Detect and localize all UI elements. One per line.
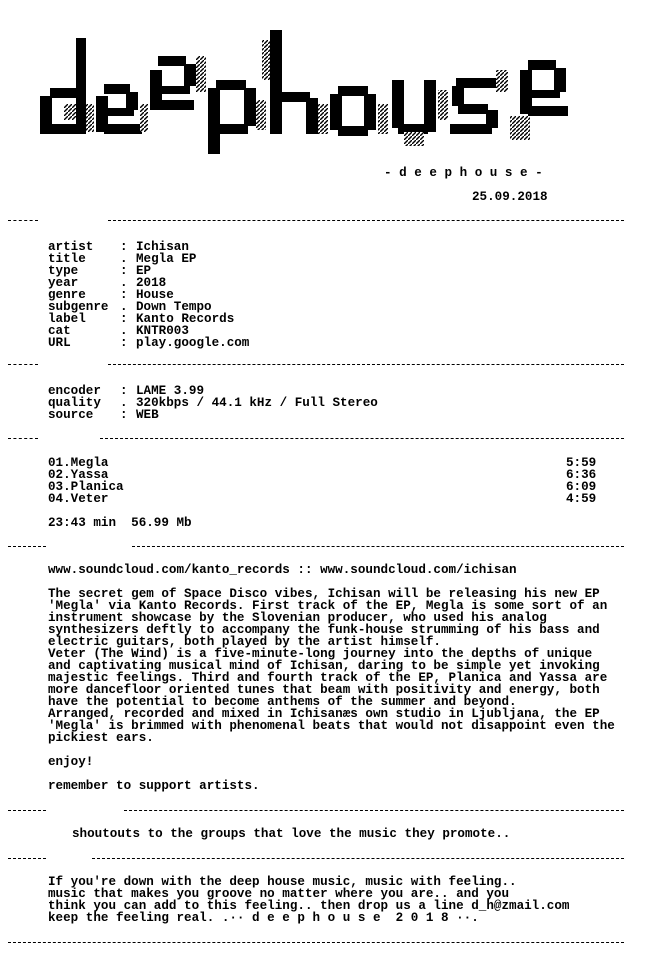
info-separator: : — [120, 384, 128, 398]
track-name: 01.Megla — [48, 456, 109, 470]
respect-text: shoutouts to the groups that love the music they promote.. — [72, 827, 511, 841]
info-separator: : — [120, 264, 128, 278]
info-value: Down Tempo — [136, 300, 212, 314]
track-row — [0, 480, 656, 492]
info-separator: : — [120, 288, 128, 302]
info-value: House — [136, 288, 174, 302]
section-divider-dh — [8, 852, 624, 864]
info-row — [0, 312, 656, 324]
track-row — [0, 468, 656, 480]
deephouse-logo — [0, 0, 656, 170]
info-key: genre — [48, 288, 86, 302]
info-row — [0, 396, 656, 408]
section-divider-rlsnfo — [8, 214, 624, 226]
info-separator: : — [120, 240, 128, 254]
info-row — [0, 336, 656, 348]
info-separator: . — [120, 300, 128, 314]
info-key: source — [48, 408, 94, 422]
info-key: year — [48, 276, 79, 290]
comments-body: The secret gem of Space Disco vibes, Ichisan will be releasing his new EP 'Megla' via Kanto Records. First track of the EP, Megla is some sort of an instrument showcase by the Slovenian producer, who used his analog synthesizers deftly to accompany the funk-house strumming of his bass and electric guitars, both played by the artist himself. Veter (The Wind) is a five-minute-long journey into the depths of unique and captivating musical mind of Ichisan, daring to be simple yet invoking majestic feelings. Third and fourth track of the EP, Planica and Yassa are more dancefloor oriented tunes that beam with positivity and energy, both have the potential to become anthems of the summer and beyond. Arranged, recorded and mixed in Ichisanæs own studio in Ljubljana, the EP 'Megla' is brimmed with phenomenal beats that would not disappoint even the pickiest ears. — [48, 587, 615, 745]
track-name: 04.Veter — [48, 492, 109, 506]
dh-text: If you're down with the deep house music, music with feeling.. music that makes you groove no matter where you are.. and you think you can add to this feeling.. then drop us a line d_h@zmail.com keep the feeling real. .·· d e e p h o u s e 2 0 1 8 ··. — [48, 875, 570, 925]
comments-enjoy: enjoy! — [48, 755, 94, 769]
section-divider-ripnfo — [8, 358, 624, 370]
info-value: Ichisan — [136, 240, 189, 254]
info-row — [0, 384, 656, 396]
info-key: title — [48, 252, 86, 266]
info-row — [0, 324, 656, 336]
section-divider-respect — [8, 804, 624, 816]
info-row — [0, 264, 656, 276]
track-duration: 5:59 — [566, 456, 597, 470]
info-row — [0, 252, 656, 264]
info-key: URL — [48, 336, 71, 350]
info-key: subgenre — [48, 300, 109, 314]
info-key: type — [48, 264, 79, 278]
info-separator: . — [120, 324, 128, 338]
totals: 23:43 min 56.99 Mb — [48, 516, 192, 530]
info-key: quality — [48, 396, 101, 410]
comments-support: remember to support artists. — [48, 779, 260, 793]
info-separator: : — [120, 408, 128, 422]
info-row — [0, 300, 656, 312]
info-separator: . — [120, 276, 128, 290]
info-value: 2018 — [136, 276, 167, 290]
info-row — [0, 276, 656, 288]
info-value: KNTR003 — [136, 324, 189, 338]
info-row — [0, 408, 656, 420]
track-row — [0, 456, 656, 468]
info-value: 320kbps / 44.1 kHz / Full Stereo — [136, 396, 378, 410]
info-value: Kanto Records — [136, 312, 235, 326]
info-separator: . — [120, 396, 128, 410]
info-key: encoder — [48, 384, 101, 398]
track-duration: 6:36 — [566, 468, 597, 482]
info-value: LAME 3.99 — [136, 384, 205, 398]
info-value: EP — [136, 264, 152, 278]
footer-divider — [8, 936, 624, 948]
info-separator: . — [120, 252, 128, 266]
info-value: WEB — [136, 408, 159, 422]
track-row — [0, 492, 656, 504]
info-key: cat — [48, 324, 71, 338]
info-row — [0, 288, 656, 300]
section-divider-comments — [8, 540, 624, 552]
comments-links: www.soundcloud.com/kanto_records :: www.soundcloud.com/ichisan — [48, 563, 517, 577]
release-date: 25.09.2018 — [472, 190, 548, 204]
info-key: artist — [48, 240, 94, 254]
track-duration: 6:09 — [566, 480, 597, 494]
track-name: 03.Planica — [48, 480, 124, 494]
info-key: label — [48, 312, 86, 326]
info-value: Megla EP — [136, 252, 197, 266]
track-name: 02.Yassa — [48, 468, 109, 482]
info-separator: : — [120, 336, 128, 350]
section-divider-trax — [8, 432, 624, 444]
info-row — [0, 240, 656, 252]
subtitle: - d e e p h o u s e - — [384, 166, 543, 180]
track-duration: 4:59 — [566, 492, 597, 506]
info-value: play.google.com — [136, 336, 250, 350]
info-separator: : — [120, 312, 128, 326]
